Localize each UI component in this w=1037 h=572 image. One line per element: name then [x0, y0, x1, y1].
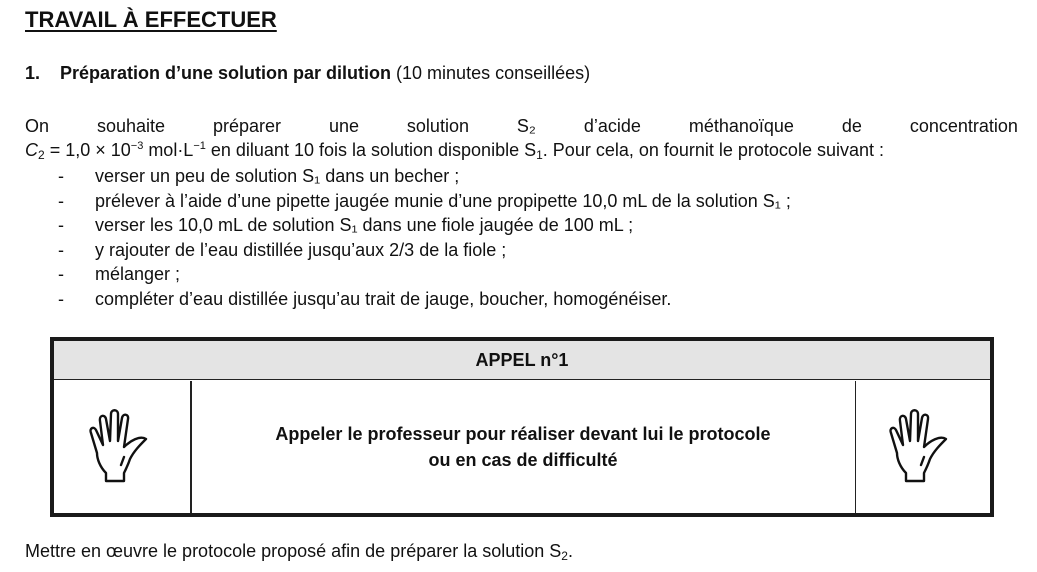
intro-text: . Pour cela, on fournit le protocole suivant :	[542, 140, 884, 160]
list-item-text: compléter d’eau distillée jusqu’au trait de jauge, boucher, homogénéiser.	[95, 288, 672, 309]
footer-text: Mettre en œuvre le protocole proposé afin de préparer la solution S	[25, 541, 562, 561]
intro-word: solution	[406, 116, 469, 136]
section-duration: (10 minutes conseillées)	[396, 63, 591, 83]
intro-word: concentration	[909, 116, 1018, 136]
intro-word: une	[328, 116, 359, 136]
intro-word: préparer	[212, 116, 281, 136]
intro-word: S₂	[516, 116, 536, 136]
subscript: 1	[536, 148, 543, 162]
appel-box	[50, 337, 994, 517]
raised-hand-icon	[54, 381, 190, 513]
concentration-value: = 1,0 × 10	[44, 140, 131, 160]
dash-bullet: -	[58, 166, 64, 186]
intro-text: en diluant 10 fois la solution disponible S	[205, 140, 537, 160]
dash-bullet: -	[58, 264, 64, 285]
exponent: −3	[130, 140, 144, 152]
appel-header	[54, 341, 990, 380]
appel-message-line: ou en cas de difficulté	[428, 450, 618, 470]
dash-bullet: -	[58, 215, 64, 236]
footer-instruction	[25, 541, 573, 562]
intro-word: d’acide	[583, 116, 641, 136]
intro-line-2	[25, 140, 884, 161]
section-title: Préparation d’une solution par dilution	[60, 63, 392, 83]
section-number: 1.	[25, 63, 41, 83]
list-item-text: mélanger ;	[95, 264, 181, 285]
intro-line-1	[25, 116, 1018, 137]
subscript: 2	[561, 549, 568, 563]
intro-word: méthanoïque	[688, 116, 794, 136]
raised-hand-icon	[854, 381, 990, 513]
exponent: −1	[193, 140, 206, 152]
list-item-text: verser un peu de solution S₁ dans un becher ;	[95, 166, 460, 186]
subscript: 2	[38, 148, 45, 162]
dash-bullet: -	[58, 190, 64, 211]
dash-bullet: -	[58, 239, 64, 260]
list-item-text: y rajouter de l’eau distillée jusqu’aux 2/3 de la fiole ;	[95, 239, 507, 260]
concentration-unit: mol·L	[143, 140, 194, 160]
list-item-text: verser les 10,0 mL de solution S₁ dans une fiole jaugée de 100 mL ;	[95, 215, 634, 236]
intro-word: souhaite	[96, 116, 166, 136]
appel-message	[192, 421, 854, 473]
appel-title: APPEL n°1	[475, 350, 569, 370]
dash-bullet: -	[58, 288, 64, 309]
intro-word: On	[25, 116, 50, 136]
footer-text: .	[567, 541, 573, 561]
list-item-text: prélever à l’aide d’une pipette jaugée munie d’une propipette 10,0 mL de la solution S₁ ;	[95, 190, 791, 211]
concentration-symbol: C	[25, 140, 38, 160]
page-title: TRAVAIL À EFFECTUER	[25, 7, 277, 32]
intro-word: de	[841, 116, 862, 136]
section-heading	[25, 63, 590, 84]
appel-message-line: Appeler le professeur pour réaliser devant lui le protocole	[275, 424, 771, 444]
